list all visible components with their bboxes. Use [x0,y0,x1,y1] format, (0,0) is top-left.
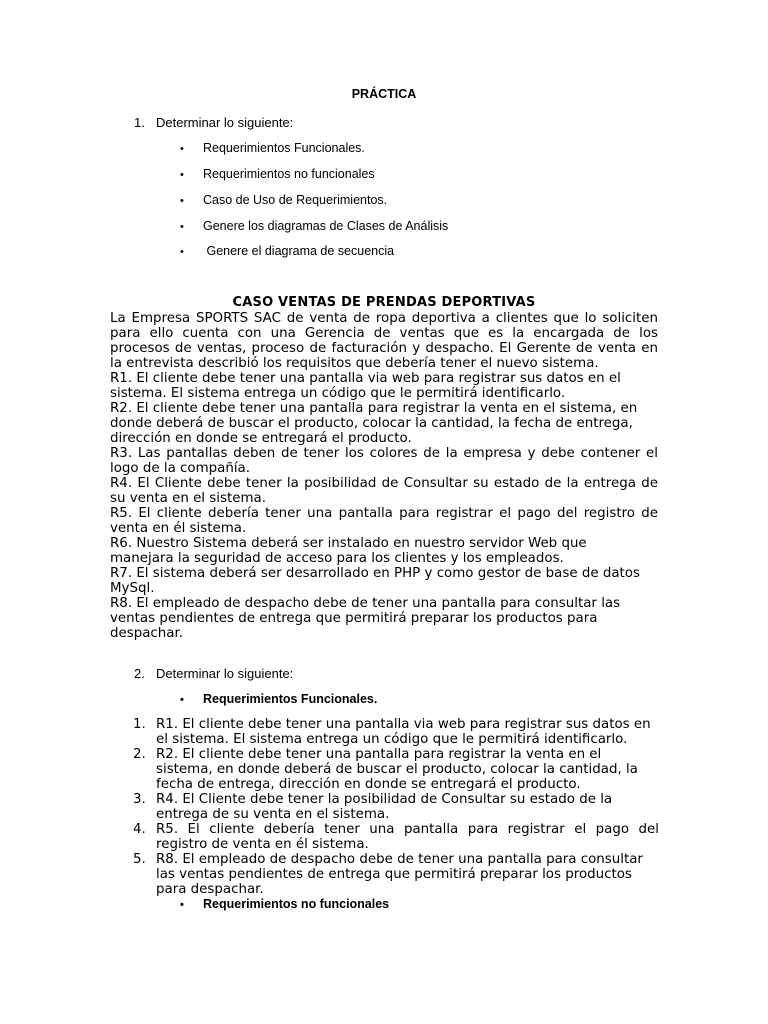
section-2-number: 2. [134,666,145,681]
section-2-heading [134,666,293,681]
case-line: R4. El Cliente debe tener la posibilidad de Consultar su estado de la entrega de [110,476,658,491]
case-line: dirección en donde se entregará el producto. [110,431,412,446]
bullet-item: • Requerimientos Funcionales. [180,692,378,706]
case-line: sistema. El sistema entrega un código que le permitirá identificarlo. [110,386,566,401]
case-line: despachar. [110,626,184,641]
case-line: R6. Nuestro Sistema deberá ser instalado en nuestro servidor Web que [110,536,587,551]
case-line: procesos de ventas, proceso de facturación y despacho. El Gerente de venta en [110,341,658,356]
case-line: venta en él sistema. [110,521,247,536]
bullet-icon: • [180,143,184,155]
bullet-icon: • [180,246,184,258]
case-line: donde deberá de buscar el producto, colocar la cantidad, la fecha de entrega, [110,416,633,431]
case-line: R5. El cliente debería tener una pantalla para registrar el pago del registro de [110,506,658,521]
list-item: 3. R4. El Cliente debe tener la posibilidad de Consultar su estado de la entrega de su venta en el sistema. [133,792,613,822]
bullet-item: • Caso de Uso de Requerimientos. [180,193,388,207]
case-line: su venta en el sistema. [110,491,266,506]
case-line: La Empresa SPORTS SAC de venta de ropa deportiva a clientes que lo soliciten [110,311,658,326]
page-title: PRÁCTICA [351,87,417,101]
section-1-number: 1. [134,115,145,130]
case-line: manejara la seguridad de acceso para los clientes y los empleados. [110,551,564,566]
bullet-item: • Requerimientos Funcionales. [180,141,365,155]
list-item: 4. R5. El cliente debería tener una pantalla para registrar el pago del registro de venta en él sistema. [133,822,659,852]
list-item: 5. R8. El empleado de despacho debe de tener una pantalla para consultar las ventas pendientes de entrega que permitirá preparar los productos para despachar. [133,852,643,897]
bullet-item: • Genere los diagramas de Clases de Análisis [180,219,449,233]
case-body [110,311,658,641]
case-line: MySql. [110,581,155,596]
bullet-item: • Requerimientos no funcionales [180,167,375,181]
case-line: ventas pendientes de entrega que permitirá preparar los productos para [110,611,598,626]
functional-requirements-list [133,717,659,897]
case-line: para ello cuenta con una Gerencia de ventas que es la encargada de los [110,326,658,341]
bullet-icon: • [180,221,184,233]
case-line: R3. Las pantallas deben de tener los colores de la empresa y debe contener el [110,446,658,461]
list-item: 2. R2. El cliente debe tener una pantalla para registrar la venta en el sistema, en donde deberá de buscar el producto, colocar la cantidad, la fecha de entrega, dirección en donde se entregará el producto. [133,747,638,792]
case-line: logo de la compañía. [110,461,251,476]
section-1-heading-text: Determinar lo siguiente: [156,115,294,130]
case-line: R2. El cliente debe tener una pantalla para registrar la venta en el sistema, en [110,401,638,416]
bullet-icon: • [180,195,184,207]
case-title: CASO VENTAS DE PRENDAS DEPORTIVAS [232,295,536,310]
case-line: R7. El sistema deberá ser desarrollado en PHP y como gestor de base de datos [110,566,640,581]
bullet-icon: • [180,694,184,706]
section-1-heading [134,115,293,130]
case-line: R8. El empleado de despacho debe de tener una pantalla para consultar las [110,596,621,611]
bullet-item: • Requerimientos no funcionales [180,897,390,911]
section-2-heading-text: Determinar lo siguiente: [156,666,294,681]
case-line: la entrevista describió los requisitos que debería tener el nuevo sistema. [110,356,599,371]
case-line: R1. El cliente debe tener una pantalla via web para registrar sus datos en el [110,371,621,386]
bullet-icon: • [180,169,184,181]
list-item: 1. R1. El cliente debe tener una pantalla via web para registrar sus datos en el sistema. El sistema entrega un código que le permitirá identificarlo. [133,717,651,747]
bullet-icon: • [180,899,184,911]
bullet-item: • Genere el diagrama de secuencia [180,244,395,258]
